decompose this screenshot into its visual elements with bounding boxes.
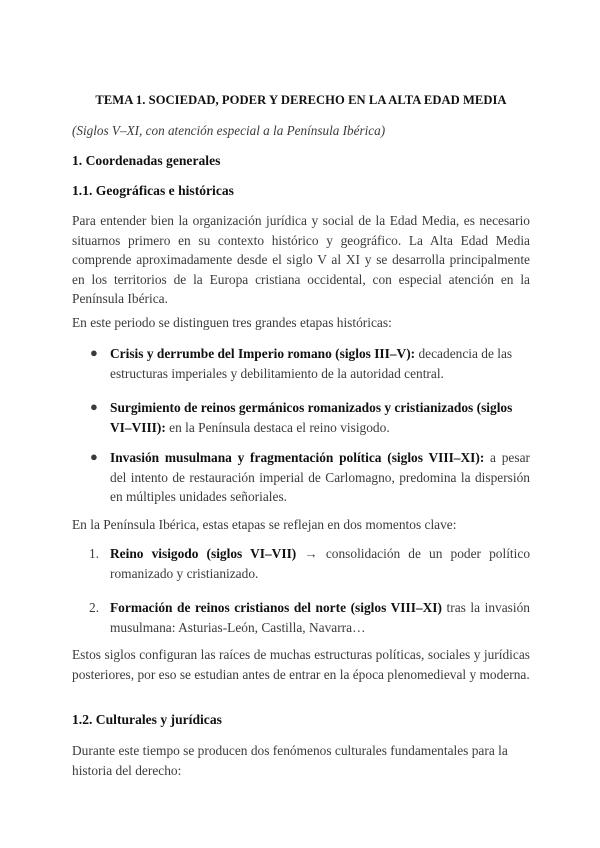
subsection-heading: 1.1. Geográficas e históricas (72, 183, 234, 198)
intro-paragraph: Para entender bien la organización jurídica y social de la Edad Media, es necesario situarnos primero en su contexto histórico y geográfico. La Alta Edad Media comprende aproximadamente desde el siglo V al XI y se desarrolla principalmente en los territorios de la Europa cristiana occidental, con especial atención en la Península Ibérica. (72, 213, 530, 307)
iberia-intro: En la Península Ibérica, estas etapas se reflejan en dos momentos clave: (72, 517, 457, 532)
list-item: 1. Reino visigodo (siglos VI–VII) → consolidación de un poder político romanizado y cristianizado. (89, 546, 531, 581)
closing-paragraph: Estos siglos configuran las raíces de muchas estructuras políticas, sociales y jurídicas posteriores, por eso se estudian antes de entrar en la época plenomedieval y moderna. (72, 647, 530, 682)
page-subtitle: (Siglos V–XI, con atención especial a la Península Ibérica) (72, 123, 386, 138)
bullet-icon: ● (90, 399, 98, 414)
section-heading: 1. Coordenadas generales (72, 153, 221, 168)
bullet-icon: ● (90, 449, 98, 464)
subsection-heading: 1.2. Culturales y jurídicas (72, 712, 222, 727)
list-item: ● Invasión musulmana y fragmentación política (siglos VIII–XI): a pesar del intento de restauración imperial de Carlomagno, predomina la dispersión en múltiples unidades señoriales. (90, 449, 530, 504)
stages-intro: En este periodo se distinguen tres grandes etapas históricas: (72, 315, 392, 330)
culture-intro: Durante este tiempo se producen dos fenómenos culturales fundamentales para la historia del derecho: (72, 743, 508, 778)
bullet-icon: ● (90, 345, 98, 360)
list-item: 2. Formación de reinos cristianos del norte (siglos VIII–XI) tras la invasión musulmana: Asturias-León, Castilla, Navarra… (89, 600, 530, 635)
page-title: TEMA 1. SOCIEDAD, PODER Y DERECHO EN LA ALTA EDAD MEDIA (95, 93, 507, 107)
list-item: ● Crisis y derrumbe del Imperio romano (siglos III–V): decadencia de las estructuras imperiales y debilitamiento de la autoridad central. (90, 345, 513, 381)
list-item: ● Surgimiento de reinos germánicos romanizados y cristianizados (siglos VI–VIII): en la Península destaca el reino visigodo. (90, 399, 513, 435)
